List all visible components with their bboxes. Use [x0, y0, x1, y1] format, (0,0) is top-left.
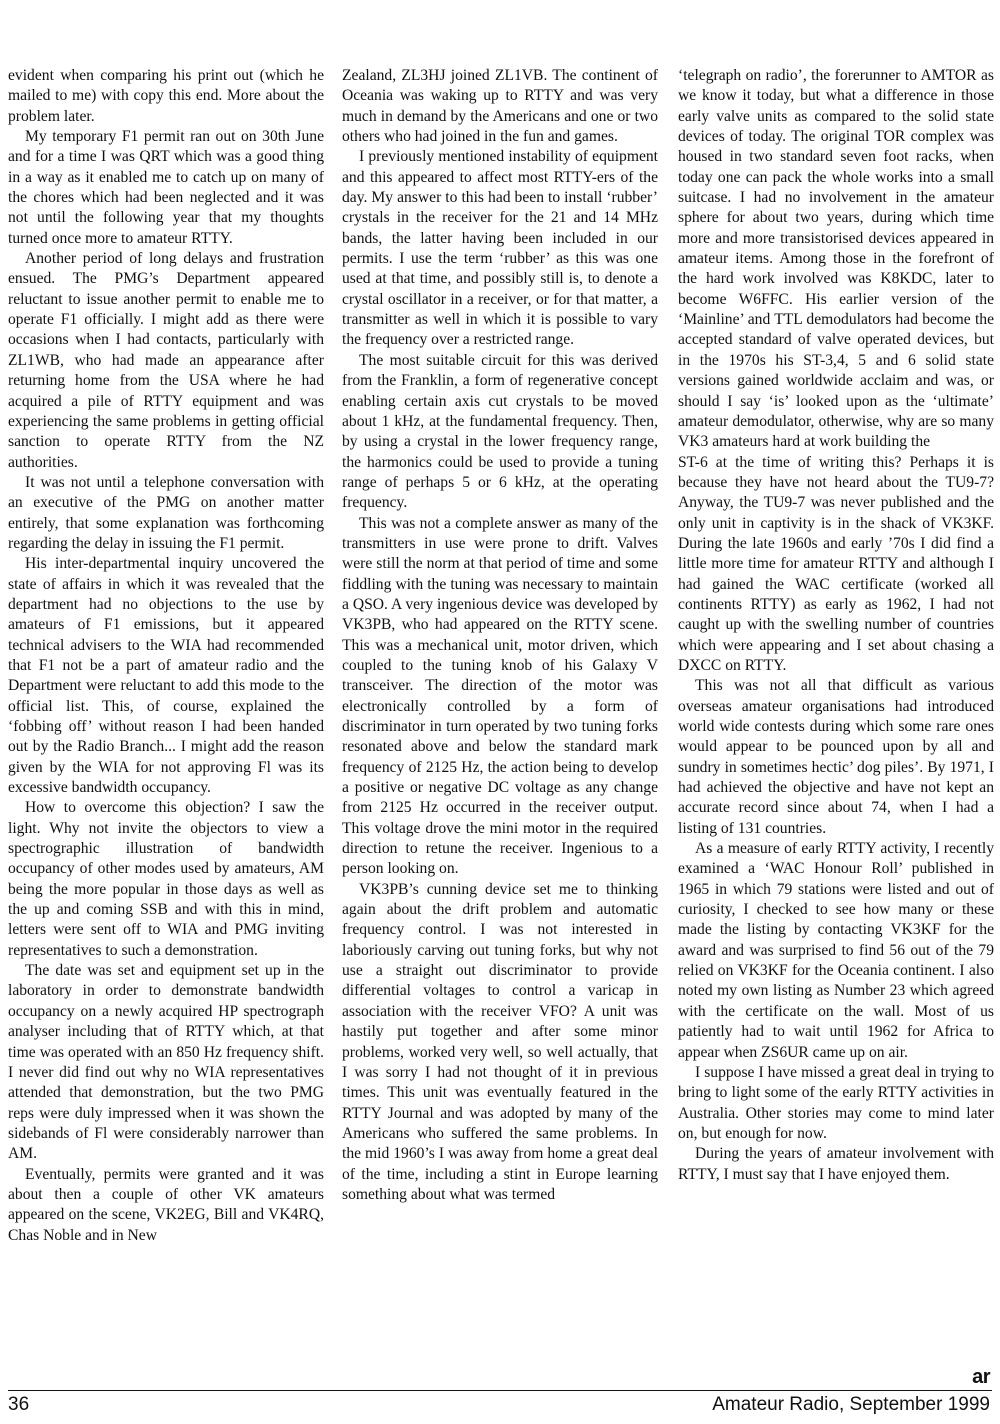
paragraph: This was not a complete answer as many of the transmitters in use were prone to drift. Valves were still the norm at that period of time and some fiddling with the tuning was necessary to maintain a QSO. A very ingenious device was developed by VK3PB, who had appeared on the RTTY scene. This was a mechanical unit, motor driven, which coupled to the tuning knob of his Galaxy V transceiver. The direction of the motor was electronically controlled by a form of discriminator in turn operated by two tuning forks resonated above and below the standard mark frequency of 2125 Hz, the action being to develop a positive or negative DC voltage as any change from 2125 Hz occurred in the receiver output. This voltage drove the mini motor in the required direction to retune the receiver. Ingenious to a person looking on. — [342, 514, 658, 878]
article-end-mark: ar — [972, 1366, 990, 1388]
paragraph: VK3PB’s cunning device set me to thinking again about the drift problem and automatic frequency control. I was not interested in laboriously carving out tuning forks, but why not use a straight out discriminator to provide differential voltages to control a varicap in association with the receiver VFO? A unit was hastily put together and after some minor problems, worked very well, so well actually, that I was sorry I had not thought of it in previous times. This unit was eventually featured in the RTTY Journal and was adopted by many of the Americans who suffered the same problems. In the mid 1960’s I was away from home a great deal of the time, including a stint in Europe learning something about what was termed — [342, 880, 658, 1203]
article-column-1 — [8, 66, 324, 1246]
article-column-2 — [342, 66, 658, 1205]
page-number: 36 — [8, 1394, 30, 1415]
paragraph: It was not until a telephone conversation with an executive of the PMG on another matter entirely, that some explanation was forthcoming regarding the delay in issuing the F1 permit. — [8, 473, 324, 552]
paragraph: Another period of long delays and frustration ensued. The PMG’s Department appeared reluctant to issue another permit to enable me to operate F1 officially. I might add as there were occasions when I had contacts, particularly with ZL1WB, who had made an appearance after returning home from the USA where he had acquired a pile of RTTY equipment and was experiencing the same problems in getting official sanction to operate RTTY from the NZ authorities. — [8, 250, 324, 471]
footer-rule — [8, 1390, 992, 1391]
paragraph: I previously mentioned instability of equipment and this appeared to affect most RTTY-ers of the day. My answer to this had been to install ‘rubber’ crystals in the receiver for the 21 and 14 MHz bands, the latter having been included in our permits. I use the term ‘rubber’ as this was one used at that time, and possibly still is, to denote a crystal oscillator in a receiver, or for that matter, a transmitter as well in which it is possible to vary the frequency over a restricted range. — [342, 148, 658, 349]
paragraph: ST-6 at the time of writing this? Perhaps it is because they have not heard about the TU9-7? Anyway, the TU9-7 was never published and the only unit in captivity is in the shack of VK3KF. During the late 1960s and early ’70s I did find a little more time for amateur RTTY and although I had gained the WAC certificate (worked all continents RTTY) as early as 1962, I had not caught up with the swelling number of countries which were appearing and I set about chasing a DXCC on RTTY. — [678, 453, 994, 674]
article-column-3 — [678, 66, 994, 1185]
paragraph: During the years of amateur involvement with RTTY, I must say that I have enjoyed them. — [678, 1145, 994, 1183]
paragraph: This was not all that difficult as various overseas amateur organisations had introduced world wide contests during which some rare ones would appear to be pounced upon by all and sundry in sometimes hectic’ dog piles’. By 1971, I had achieved the objective and have not kept an accurate record since about 74, when I had a listing of 131 countries. — [678, 677, 994, 837]
publication-line: Amateur Radio, September 1999 — [712, 1394, 990, 1415]
paragraph: My temporary F1 permit ran out on 30th June and for a time I was QRT which was a good thing in a way as it enabled me to catch up on many of the chores which had been neglected and it was not until the following year that my thoughts turned once more to amateur RTTY. — [8, 128, 324, 247]
paragraph: evident when comparing his print out (which he mailed to me) with copy this end. More about the problem later. — [8, 67, 324, 125]
paragraph: His inter-departmental inquiry uncovered the state of affairs in which it was revealed that the department had no objections to the use by amateurs of F1 emissions, but it appeared technical advisers to the WIA had recommended that F1 not be a part of amateur radio and the Department were reluctant to add this mode to the official list. This, of course, explained the ‘fobbing off’ without reason I had been handed out by the Radio Branch... I might add the reason given by the WIA for not approving Fl was its excessive bandwidth occupancy. — [8, 555, 324, 797]
paragraph: I suppose I have missed a great deal in trying to bring to light some of the early RTTY activities in Australia. Other stories may come to mind later on, but enough for now. — [678, 1063, 994, 1142]
paragraph: Zealand, ZL3HJ joined ZL1VB. The continent of Oceania was waking up to RTTY and was very much in demand by the Americans and one or two others who had joined in the fun and games. — [342, 67, 658, 146]
paragraph: As a measure of early RTTY activity, I recently examined a ‘WAC Honour Roll’ published in 1965 in which 79 stations were listed and out of curiosity, I checked to see how many or these made the listing by contacting VK3KF for the award and was surprised to find 56 out of the 79 relied on VK3KF for the Oceania continent. I also noted my own listing as Number 23 which agreed with the certificate on the wall. Most of us patiently had to wait until 1962 for Africa to appear when ZS6UR came up on air. — [678, 840, 994, 1061]
paragraph: ‘telegraph on radio’, the forerunner to AMTOR as we know it today, but what a difference in those early valve units as compared to the solid state devices of today. The original TOR complex was housed in two standard seven foot racks, when today one can pack the whole works into a small suitcase. I had no involvement in the amateur sphere for about two years, during which time more and more transistorised devices appeared in amateur items. Among those in the forefront of the hard work involved was K8KDC, later to become W6FFC. His earlier version of the ‘Mainline’ and TTL demodulators had become the accepted standard of valve operated devices, but in the 1970s his ST-3,4, 5 and 6 solid state versions gained worldwide acclaim and was, or should I say ‘is’ looked upon as the ‘ultimate’ amateur demodulator, otherwise, why are so many VK3 amateurs hard at work building the — [678, 67, 994, 451]
page-footer — [8, 1394, 990, 1420]
paragraph: The date was set and equipment set up in the laboratory in order to demonstrate bandwidth occupancy on a newly acquired HP spectrograph analyser including that of RTTY which, at that time was operated with an 850 Hz frequency shift. I never did find out why no WIA representatives attended that demonstration, but the two PMG reps were duly impressed when it was shown the sidebands of Fl were considerably narrower than AM. — [8, 962, 324, 1163]
paragraph: How to overcome this objection? I saw the light. Why not invite the objectors to view a spectrographic illustration of bandwidth occupancy of other modes used by amateurs, AM being the more popular in those days as well as the up and coming SSB and with this in mind, letters were sent off to WIA and PMG inviting representatives to such a demonstration. — [8, 799, 324, 959]
paragraph: Eventually, permits were granted and it was about then a couple of other VK amateurs appeared on the scene, VK2EG, Bill and VK4RQ, Chas Noble and in New — [8, 1165, 324, 1244]
paragraph: The most suitable circuit for this was derived from the Franklin, a form of regenerative concept enabling certain axis cut crystals to be moved about 1 kHz, at the fundamental frequency. Then, by using a crystal in the lower frequency range, the harmonics could be used to provide a tuning range of perhaps 5 or 6 kHz, at the operating frequency. — [342, 351, 658, 512]
